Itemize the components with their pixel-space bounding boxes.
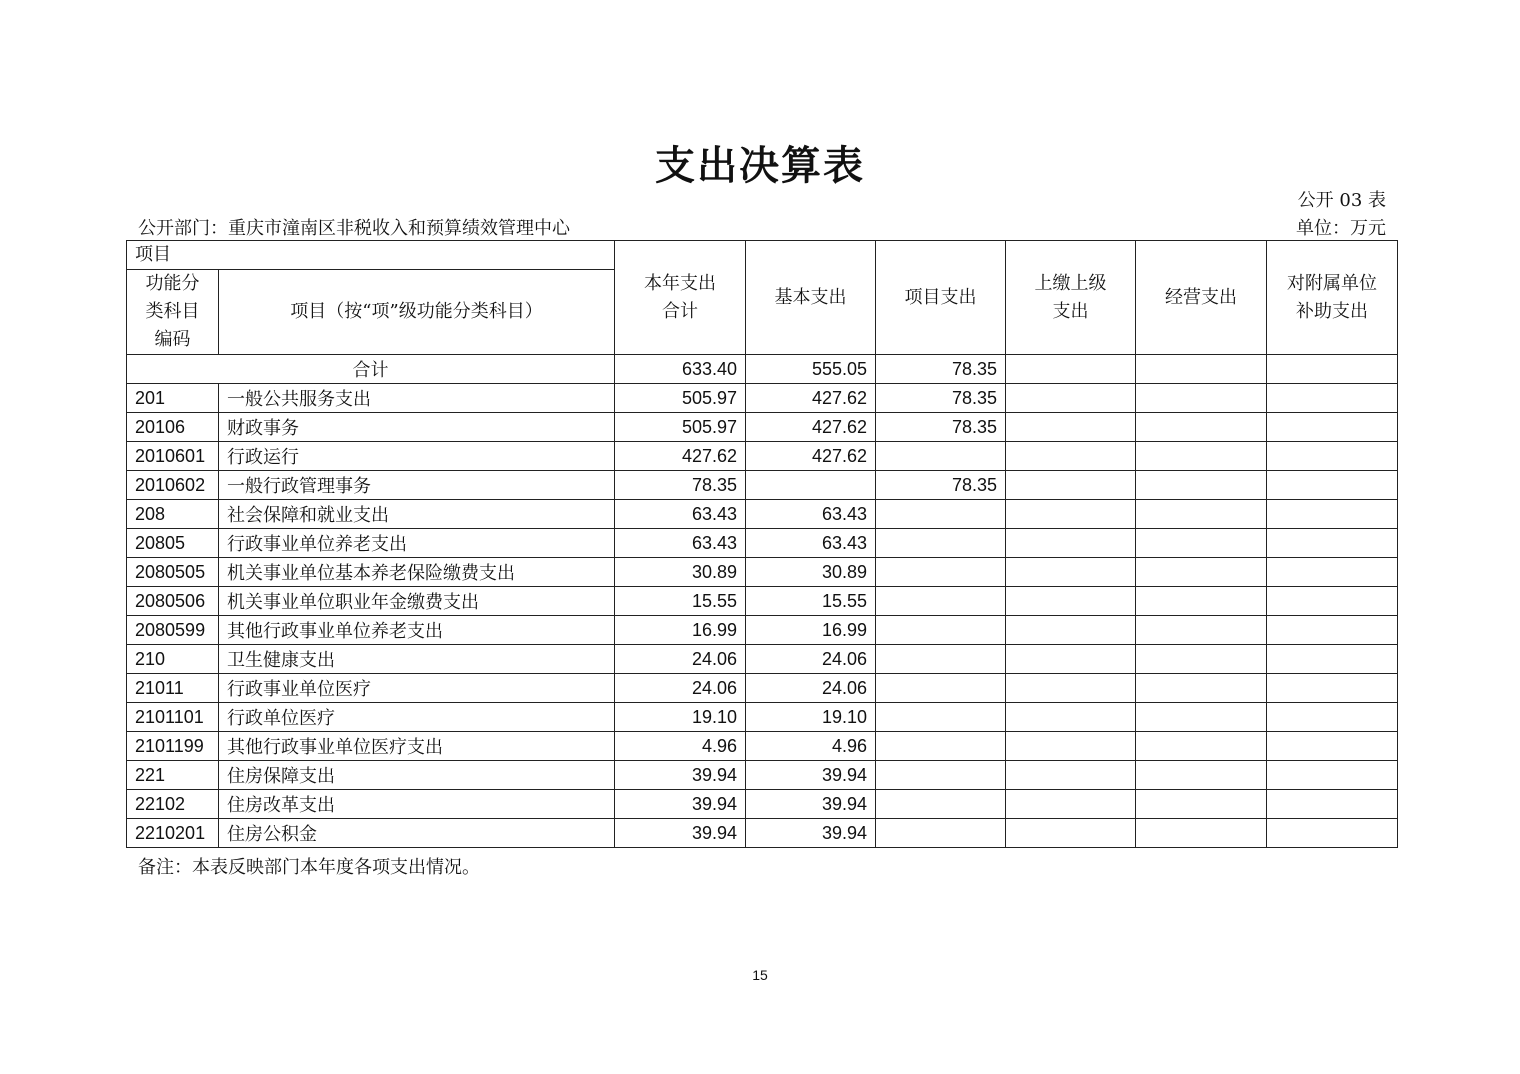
row-name: 住房改革支出 <box>219 790 615 819</box>
row-subsidy <box>1267 529 1398 558</box>
row-total: 427.62 <box>615 442 746 471</box>
table-row <box>127 645 1398 674</box>
row-superior <box>1006 732 1136 761</box>
row-basic: 63.43 <box>746 500 876 529</box>
row-basic: 19.10 <box>746 703 876 732</box>
row-subsidy <box>1267 616 1398 645</box>
table-row <box>127 384 1398 413</box>
row-subsidy <box>1267 413 1398 442</box>
row-code: 20805 <box>127 529 219 558</box>
row-superior <box>1006 761 1136 790</box>
row-project: 78.35 <box>876 384 1006 413</box>
row-subsidy <box>1267 819 1398 848</box>
row-basic: 427.62 <box>746 413 876 442</box>
row-project <box>876 442 1006 471</box>
page-number: 15 <box>752 967 768 983</box>
row-business <box>1136 674 1267 703</box>
row-name: 行政事业单位养老支出 <box>219 529 615 558</box>
total-subsidy <box>1267 355 1398 384</box>
expenditure-table <box>126 240 1398 848</box>
row-business <box>1136 384 1267 413</box>
row-subsidy <box>1267 442 1398 471</box>
row-name: 社会保障和就业支出 <box>219 500 615 529</box>
row-superior <box>1006 558 1136 587</box>
row-code: 2210201 <box>127 819 219 848</box>
row-business <box>1136 761 1267 790</box>
footnote: 备注：本表反映部门本年度各项支出情况。 <box>138 857 480 878</box>
table-row <box>127 587 1398 616</box>
row-superior <box>1006 674 1136 703</box>
row-basic: 24.06 <box>746 645 876 674</box>
row-name: 其他行政事业单位医疗支出 <box>219 732 615 761</box>
row-project <box>876 529 1006 558</box>
row-code: 210 <box>127 645 219 674</box>
row-basic: 63.43 <box>746 529 876 558</box>
row-business <box>1136 471 1267 500</box>
row-total: 78.35 <box>615 471 746 500</box>
row-superior <box>1006 442 1136 471</box>
row-subsidy <box>1267 587 1398 616</box>
row-subsidy <box>1267 500 1398 529</box>
row-name: 机关事业单位基本养老保险缴费支出 <box>219 558 615 587</box>
row-basic: 30.89 <box>746 558 876 587</box>
row-name: 卫生健康支出 <box>219 645 615 674</box>
row-business <box>1136 413 1267 442</box>
row-subsidy <box>1267 703 1398 732</box>
row-name: 一般公共服务支出 <box>219 384 615 413</box>
row-superior <box>1006 471 1136 500</box>
header-project: 项目支出 <box>876 241 1006 355</box>
row-subsidy <box>1267 558 1398 587</box>
total-superior <box>1006 355 1136 384</box>
row-subsidy <box>1267 645 1398 674</box>
row-project: 78.35 <box>876 471 1006 500</box>
total-row <box>127 355 1398 384</box>
row-project <box>876 558 1006 587</box>
row-subsidy <box>1267 732 1398 761</box>
row-total: 16.99 <box>615 616 746 645</box>
row-basic <box>746 471 876 500</box>
table-row <box>127 790 1398 819</box>
row-name: 行政运行 <box>219 442 615 471</box>
row-project <box>876 500 1006 529</box>
row-superior <box>1006 790 1136 819</box>
table-row <box>127 819 1398 848</box>
row-basic: 39.94 <box>746 761 876 790</box>
row-total: 24.06 <box>615 674 746 703</box>
table-row <box>127 529 1398 558</box>
row-project: 78.35 <box>876 413 1006 442</box>
table-row <box>127 471 1398 500</box>
table-row <box>127 558 1398 587</box>
row-business <box>1136 500 1267 529</box>
row-code: 201 <box>127 384 219 413</box>
row-name: 机关事业单位职业年金缴费支出 <box>219 587 615 616</box>
row-business <box>1136 442 1267 471</box>
row-superior <box>1006 500 1136 529</box>
row-business <box>1136 616 1267 645</box>
row-subsidy <box>1267 471 1398 500</box>
table-row <box>127 732 1398 761</box>
table-row <box>127 674 1398 703</box>
row-business <box>1136 645 1267 674</box>
row-superior <box>1006 645 1136 674</box>
row-superior <box>1006 529 1136 558</box>
row-code: 2080505 <box>127 558 219 587</box>
row-code: 2010601 <box>127 442 219 471</box>
row-superior <box>1006 587 1136 616</box>
row-code: 2101101 <box>127 703 219 732</box>
header-business: 经营支出 <box>1136 241 1267 355</box>
row-business <box>1136 819 1267 848</box>
row-code: 21011 <box>127 674 219 703</box>
row-subsidy <box>1267 384 1398 413</box>
row-project <box>876 790 1006 819</box>
row-superior <box>1006 819 1136 848</box>
row-project <box>876 587 1006 616</box>
table-row <box>127 616 1398 645</box>
total-business <box>1136 355 1267 384</box>
department-label: 公开部门：重庆市潼南区非税收入和预算绩效管理中心 <box>138 218 570 239</box>
row-project <box>876 645 1006 674</box>
header-subsidy: 对附属单位补助支出 <box>1267 241 1398 355</box>
row-name: 财政事务 <box>219 413 615 442</box>
row-total: 63.43 <box>615 500 746 529</box>
row-subsidy <box>1267 790 1398 819</box>
row-total: 39.94 <box>615 790 746 819</box>
unit-label: 单位：万元 <box>1296 218 1386 239</box>
row-superior <box>1006 616 1136 645</box>
row-basic: 39.94 <box>746 790 876 819</box>
row-basic: 4.96 <box>746 732 876 761</box>
total-total: 633.40 <box>615 355 746 384</box>
row-code: 2080599 <box>127 616 219 645</box>
header-total: 本年支出合计 <box>615 241 746 355</box>
row-code: 208 <box>127 500 219 529</box>
row-basic: 427.62 <box>746 384 876 413</box>
row-total: 24.06 <box>615 645 746 674</box>
row-name: 住房公积金 <box>219 819 615 848</box>
row-project <box>876 819 1006 848</box>
row-name: 住房保障支出 <box>219 761 615 790</box>
row-name: 一般行政管理事务 <box>219 471 615 500</box>
row-business <box>1136 587 1267 616</box>
row-total: 4.96 <box>615 732 746 761</box>
row-name: 其他行政事业单位养老支出 <box>219 616 615 645</box>
row-name: 行政事业单位医疗 <box>219 674 615 703</box>
row-total: 19.10 <box>615 703 746 732</box>
total-basic: 555.05 <box>746 355 876 384</box>
table-row <box>127 442 1398 471</box>
row-total: 39.94 <box>615 819 746 848</box>
row-subsidy <box>1267 761 1398 790</box>
header-basic: 基本支出 <box>746 241 876 355</box>
row-total: 63.43 <box>615 529 746 558</box>
row-basic: 16.99 <box>746 616 876 645</box>
row-project <box>876 761 1006 790</box>
row-superior <box>1006 703 1136 732</box>
row-total: 505.97 <box>615 384 746 413</box>
row-code: 2010602 <box>127 471 219 500</box>
row-code: 20106 <box>127 413 219 442</box>
row-superior <box>1006 384 1136 413</box>
row-business <box>1136 790 1267 819</box>
row-total: 15.55 <box>615 587 746 616</box>
row-project <box>876 616 1006 645</box>
header-name: 项目（按“项”级功能分类科目） <box>219 270 615 355</box>
row-superior <box>1006 413 1136 442</box>
row-code: 2080506 <box>127 587 219 616</box>
row-basic: 24.06 <box>746 674 876 703</box>
total-project: 78.35 <box>876 355 1006 384</box>
row-subsidy <box>1267 674 1398 703</box>
row-total: 39.94 <box>615 761 746 790</box>
table-row <box>127 500 1398 529</box>
table-row <box>127 703 1398 732</box>
row-code: 2101199 <box>127 732 219 761</box>
page-title: 支出决算表 <box>655 142 865 189</box>
row-business <box>1136 529 1267 558</box>
table-number: 公开 03 表 <box>1297 190 1386 211</box>
row-total: 505.97 <box>615 413 746 442</box>
row-total: 30.89 <box>615 558 746 587</box>
row-project <box>876 674 1006 703</box>
header-superior: 上缴上级支出 <box>1006 241 1136 355</box>
table-row <box>127 761 1398 790</box>
row-code: 221 <box>127 761 219 790</box>
row-business <box>1136 732 1267 761</box>
row-business <box>1136 558 1267 587</box>
row-code: 22102 <box>127 790 219 819</box>
row-basic: 427.62 <box>746 442 876 471</box>
row-project <box>876 703 1006 732</box>
row-name: 行政单位医疗 <box>219 703 615 732</box>
table-row <box>127 413 1398 442</box>
row-basic: 15.55 <box>746 587 876 616</box>
header-code: 功能分类科目编码 <box>127 270 219 355</box>
total-label: 合计 <box>127 355 615 384</box>
row-project <box>876 732 1006 761</box>
row-basic: 39.94 <box>746 819 876 848</box>
row-business <box>1136 703 1267 732</box>
header-item-group: 项目 <box>127 241 615 270</box>
